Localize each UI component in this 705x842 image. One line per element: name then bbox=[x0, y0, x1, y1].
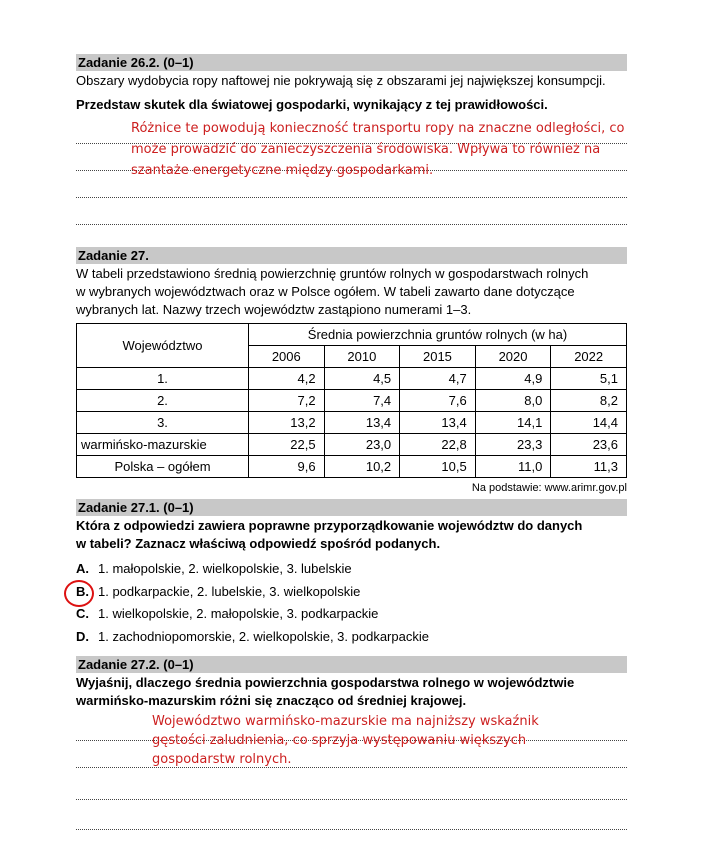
option-text: 1. wielkopolskie, 2. małopolskie, 3. podkarpackie bbox=[98, 606, 379, 621]
table-cell: 8,2 bbox=[551, 390, 627, 412]
year-header: 2010 bbox=[324, 346, 400, 368]
task-27-1-question-line: w tabeli? Zaznacz właściwą odpowiedź spośród podanych. bbox=[76, 536, 441, 551]
table-cell: 22,5 bbox=[249, 434, 325, 456]
handwritten-answer-line: gospodarstw rolnych. bbox=[152, 752, 292, 767]
task-26-2-header: Zadanie 26.2. (0–1) bbox=[76, 54, 627, 71]
table-cell: 11,0 bbox=[475, 456, 551, 478]
option-text: 1. małopolskie, 2. wielkopolskie, 3. lubelskie bbox=[98, 561, 352, 576]
column-header-voivodeship: Województwo bbox=[77, 324, 249, 368]
option-d[interactable] bbox=[76, 628, 429, 646]
data-table bbox=[76, 323, 627, 478]
option-b[interactable] bbox=[76, 583, 360, 601]
task-27-header: Zadanie 27. bbox=[76, 247, 627, 264]
table-cell: 13,4 bbox=[324, 412, 400, 434]
option-text: 1. podkarpackie, 2. lubelskie, 3. wielkopolskie bbox=[98, 584, 361, 599]
handwritten-answer-line: może prowadzić do zanieczyszczenia środowiska. Wpływa to również na bbox=[131, 142, 601, 157]
table-cell: 10,2 bbox=[324, 456, 400, 478]
option-letter: B. bbox=[76, 584, 89, 599]
option-letter: A. bbox=[76, 561, 89, 576]
row-label: Polska – ogółem bbox=[77, 456, 249, 478]
table-cell: 8,0 bbox=[475, 390, 551, 412]
table-cell: 23,3 bbox=[475, 434, 551, 456]
answer-line bbox=[76, 197, 627, 198]
table-cell: 11,3 bbox=[551, 456, 627, 478]
option-letter: D. bbox=[76, 629, 89, 644]
task-27-2-question-line: warmińsko-mazurskim różni się znacząco od średniej krajowej. bbox=[76, 693, 467, 708]
year-header: 2022 bbox=[551, 346, 627, 368]
table-cell: 23,0 bbox=[324, 434, 400, 456]
table-cell: 5,1 bbox=[551, 368, 627, 390]
table-header-row bbox=[77, 324, 627, 346]
task-27-1-question-line: Która z odpowiedzi zawiera poprawne przyporządkowanie województw do danych bbox=[76, 518, 583, 533]
handwritten-answer-line: szantaże energetyczne między gospodarkami. bbox=[131, 163, 434, 178]
table-row bbox=[77, 368, 627, 390]
handwritten-answer-line: Różnice te powodują konieczność transportu ropy na znaczne odległości, co bbox=[131, 121, 625, 136]
handwritten-answer-line: Województwo warmińsko-mazurskie ma najniższy wskaźnik bbox=[152, 714, 539, 729]
option-a[interactable] bbox=[76, 560, 352, 578]
table-cell: 13,4 bbox=[400, 412, 476, 434]
answer-line bbox=[76, 799, 627, 800]
table-source: Na podstawie: www.arimr.gov.pl bbox=[471, 482, 627, 494]
row-label: 2. bbox=[77, 390, 249, 412]
selected-answer-circle bbox=[64, 580, 94, 607]
task-27-intro-line: w wybranych województwach oraz w Polsce ogółem. W tabeli zawarto dane dotyczące bbox=[76, 284, 575, 299]
table-cell: 4,9 bbox=[475, 368, 551, 390]
task-27-2-header: Zadanie 27.2. (0–1) bbox=[76, 656, 627, 673]
table-cell: 23,6 bbox=[551, 434, 627, 456]
table-cell: 14,1 bbox=[475, 412, 551, 434]
table-cell: 7,4 bbox=[324, 390, 400, 412]
handwritten-answer-line: gęstości zaludnienia, co sprzyja występowaniu większych bbox=[152, 733, 527, 748]
table-cell: 22,8 bbox=[400, 434, 476, 456]
task-27-2-question-line: Wyjaśnij, dlaczego średnia powierzchnia gospodarstwa rolnego w województwie bbox=[76, 675, 575, 690]
table-cell: 4,2 bbox=[249, 368, 325, 390]
table-row bbox=[77, 390, 627, 412]
option-text: 1. zachodniopomorskie, 2. wielkopolskie, 3. podkarpackie bbox=[98, 629, 429, 644]
table-cell: 7,6 bbox=[400, 390, 476, 412]
row-label: warmińsko-mazurskie bbox=[77, 434, 249, 456]
table-cell: 4,5 bbox=[324, 368, 400, 390]
task-27-intro-line: wybranych lat. Nazwy trzech województw zastąpiono numerami 1–3. bbox=[76, 302, 472, 317]
table-row bbox=[77, 456, 627, 478]
table-row bbox=[77, 412, 627, 434]
task-26-2-question: Przedstaw skutek dla światowej gospodarki, wynikający z tej prawidłowości. bbox=[76, 97, 548, 112]
answer-line bbox=[76, 829, 627, 830]
option-letter: C. bbox=[76, 606, 89, 621]
year-header: 2006 bbox=[249, 346, 325, 368]
table-cell: 14,4 bbox=[551, 412, 627, 434]
year-header: 2020 bbox=[475, 346, 551, 368]
option-c[interactable] bbox=[76, 605, 378, 623]
answer-line bbox=[76, 224, 627, 225]
table-cell: 10,5 bbox=[400, 456, 476, 478]
row-label: 3. bbox=[77, 412, 249, 434]
table-cell: 9,6 bbox=[249, 456, 325, 478]
row-label: 1. bbox=[77, 368, 249, 390]
table-row bbox=[77, 434, 627, 456]
column-group-header: Średnia powierzchnia gruntów rolnych (w ha) bbox=[249, 324, 627, 346]
task-27-1-header: Zadanie 27.1. (0–1) bbox=[76, 499, 627, 516]
task-26-2-intro: Obszary wydobycia ropy naftowej nie pokrywają się z obszarami jej największej konsumpcji. bbox=[76, 73, 606, 88]
table-cell: 7,2 bbox=[249, 390, 325, 412]
year-header: 2015 bbox=[400, 346, 476, 368]
table-cell: 13,2 bbox=[249, 412, 325, 434]
task-27-intro-line: W tabeli przedstawiono średnią powierzchnię gruntów rolnych w gospodarstwach rolnych bbox=[76, 266, 589, 281]
table-cell: 4,7 bbox=[400, 368, 476, 390]
